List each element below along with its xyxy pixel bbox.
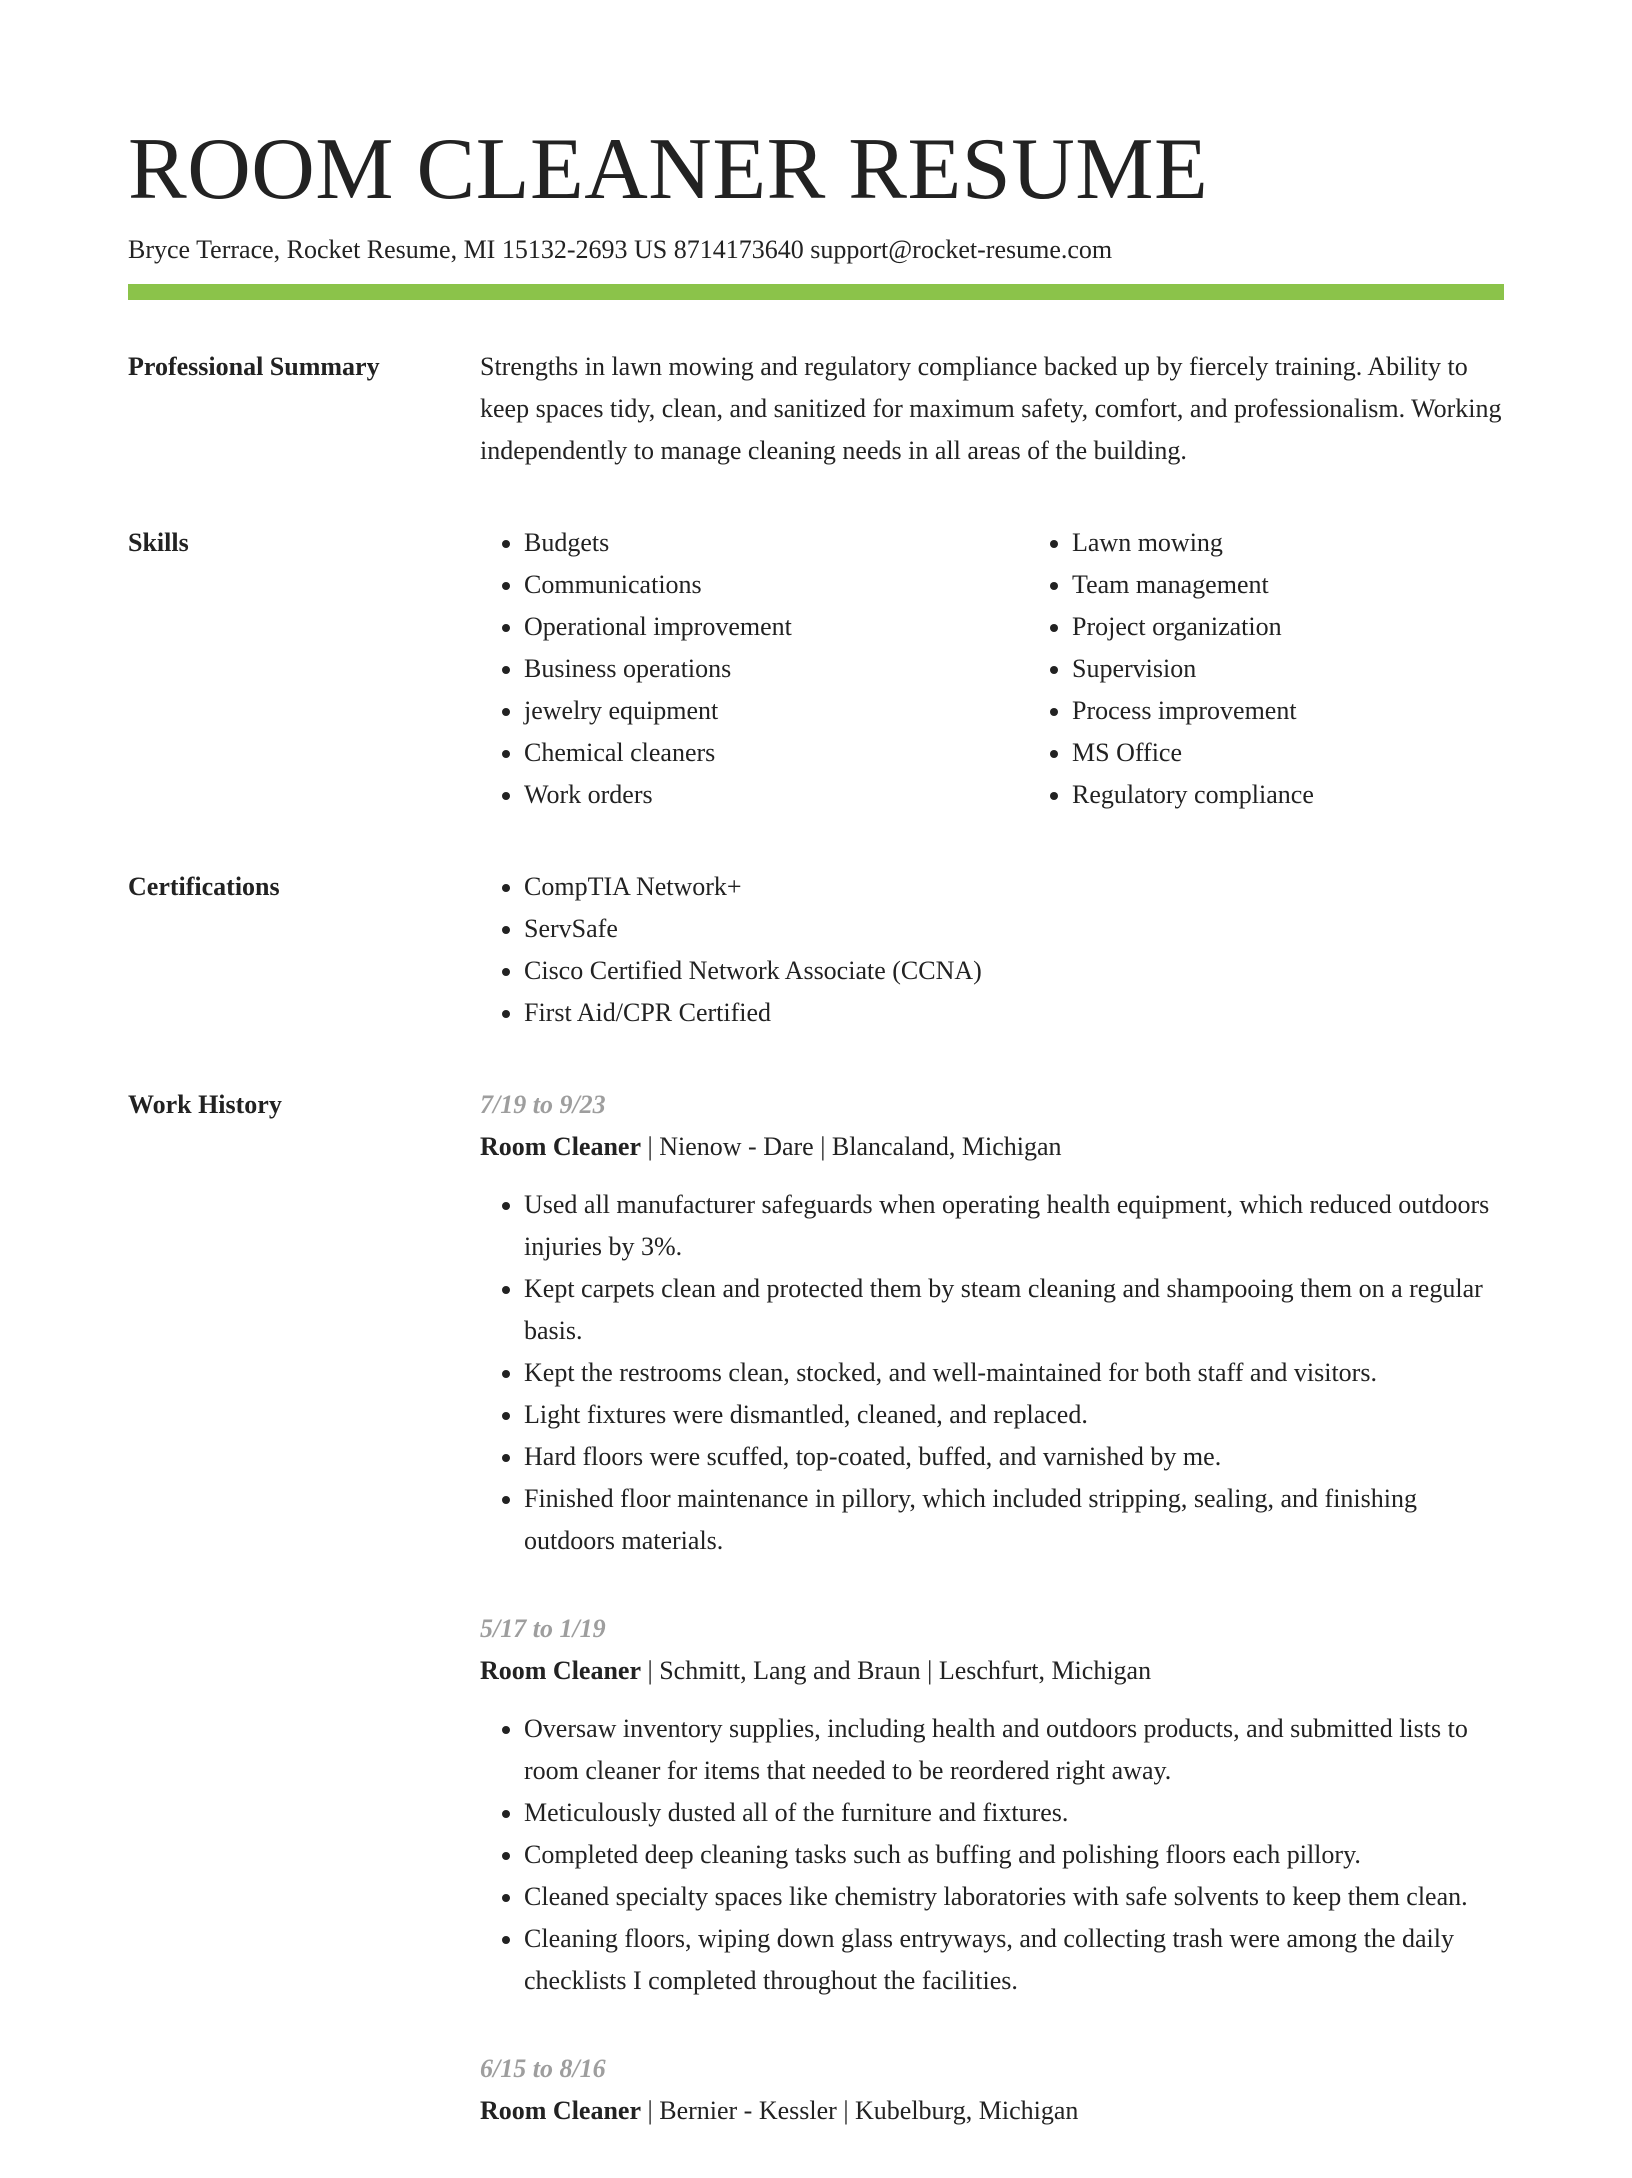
work-history-section <box>128 1084 1504 2178</box>
list-item: • Project organization <box>1072 606 1576 648</box>
resume-title: ROOM CLEANER RESUME <box>128 121 1209 218</box>
summary-section <box>128 346 1504 472</box>
job-dates: 5/17 to 1/19 <box>480 1614 606 1643</box>
list-item: • Supervision <box>1072 648 1576 690</box>
list-item: • Light fixtures were dismantled, cleaned, and replaced. <box>524 1394 1504 1436</box>
job-entry <box>480 2048 1504 2132</box>
job-title: Room Cleaner <box>480 1132 642 1161</box>
certifications-list <box>480 866 1504 1034</box>
accent-divider <box>128 284 1504 300</box>
skills-section <box>128 522 1504 816</box>
list-item: • MS Office <box>1072 732 1576 774</box>
list-item: • Operational improvement <box>524 606 1028 648</box>
job-dates: 7/19 to 9/23 <box>480 1090 606 1119</box>
section-heading-skills: Skills <box>128 528 189 557</box>
list-item: • Work orders <box>524 774 1028 816</box>
list-item: • Process improvement <box>1072 690 1576 732</box>
job-dates: 6/15 to 8/16 <box>480 2054 606 2083</box>
job-title: Room Cleaner <box>480 1656 642 1685</box>
job-details: | Bernier - Kessler | Kubelburg, Michigan <box>641 2096 1079 2125</box>
summary-text: Strengths in lawn mowing and regulatory compliance backed up by fiercely training. Ability to keep spaces tidy, clean, and sanitized for maximum safety, comfort, and professionalism. Working independently to manage cleaning needs in all areas of the building. <box>480 352 1502 465</box>
job-entry <box>480 1608 1504 2002</box>
job-title-line <box>480 2090 1504 2132</box>
skills-list-right <box>1028 522 1576 816</box>
list-item: • Used all manufacturer safeguards when operating health equipment, which reduced outdoors injuries by 3%. <box>524 1184 1504 1268</box>
job-details: | Nienow - Dare | Blancaland, Michigan <box>641 1132 1062 1161</box>
list-item: • Lawn mowing <box>1072 522 1576 564</box>
job-title-line <box>480 1650 1504 1692</box>
list-item: • Completed deep cleaning tasks such as buffing and polishing floors each pillory. <box>524 1834 1504 1876</box>
list-item: • First Aid/CPR Certified <box>524 992 1504 1034</box>
list-item: • Team management <box>1072 564 1576 606</box>
list-item: • Finished floor maintenance in pillory, which included stripping, sealing, and finishing outdoors materials. <box>524 1478 1504 1562</box>
list-item: • Budgets <box>524 522 1028 564</box>
contact-line: Bryce Terrace, Rocket Resume, MI 15132-2693 US 8714173640 support@rocket-resume.com <box>128 235 1113 264</box>
list-item: • Kept carpets clean and protected them by steam cleaning and shampooing them on a regular basis. <box>524 1268 1504 1352</box>
list-item: • CompTIA Network+ <box>524 866 1504 908</box>
certifications-section <box>128 866 1504 1034</box>
list-item: • Kept the restrooms clean, stocked, and well-maintained for both staff and visitors. <box>524 1352 1504 1394</box>
list-item: • jewelry equipment <box>524 690 1028 732</box>
resume-page <box>128 120 1504 2178</box>
list-item: • Hard floors were scuffed, top-coated, buffed, and varnished by me. <box>524 1436 1504 1478</box>
list-item: • Cleaned specialty spaces like chemistry laboratories with safe solvents to keep them clean. <box>524 1876 1504 1918</box>
job-bullets <box>480 1184 1504 1562</box>
list-item: • Chemical cleaners <box>524 732 1028 774</box>
list-item: • Business operations <box>524 648 1028 690</box>
list-item: • Cisco Certified Network Associate (CCNA) <box>524 950 1504 992</box>
list-item: • Regulatory compliance <box>1072 774 1576 816</box>
list-item: • Meticulously dusted all of the furniture and fixtures. <box>524 1792 1504 1834</box>
list-item: • Communications <box>524 564 1028 606</box>
list-item: • Cleaning floors, wiping down glass entryways, and collecting trash were among the daily checklists I completed throughout the facilities. <box>524 1918 1504 2002</box>
skills-list-left <box>480 522 1028 816</box>
section-heading-certifications: Certifications <box>128 872 280 901</box>
list-item: • ServSafe <box>524 908 1504 950</box>
section-heading-summary: Professional Summary <box>128 352 380 381</box>
job-bullets <box>480 1708 1504 2002</box>
job-title-line <box>480 1126 1504 1168</box>
job-entry <box>480 1084 1504 1562</box>
list-item: • Oversaw inventory supplies, including health and outdoors products, and submitted lists to room cleaner for items that needed to be reordered right away. <box>524 1708 1504 1792</box>
job-details: | Schmitt, Lang and Braun | Leschfurt, Michigan <box>641 1656 1152 1685</box>
job-title: Room Cleaner <box>480 2096 642 2125</box>
section-heading-work-history: Work History <box>128 1090 282 1119</box>
